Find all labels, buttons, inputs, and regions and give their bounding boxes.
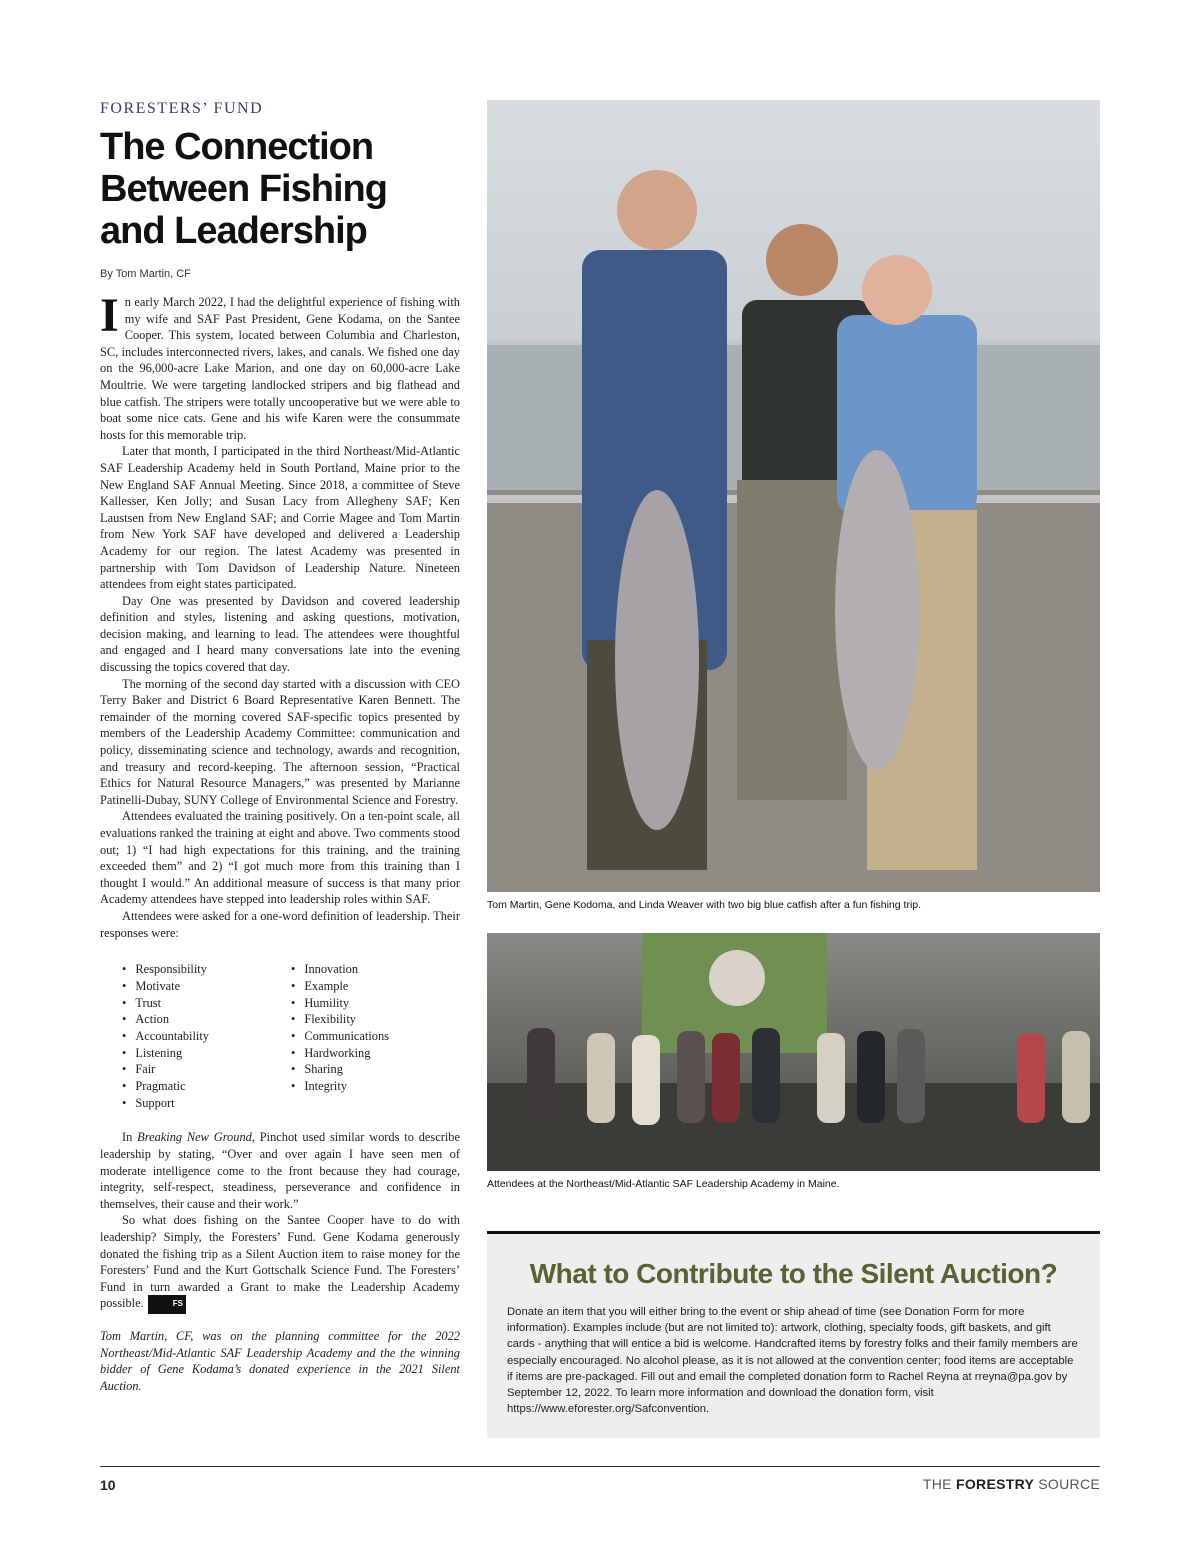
list-item: • Integrity: [291, 1078, 460, 1095]
photo-caption-2: Attendees at the Northeast/Mid-Atlantic SAF Leadership Academy in Maine.: [487, 1178, 840, 1190]
list-item: • Hardworking: [291, 1045, 460, 1062]
fishing-photo-illustration: [487, 100, 1100, 892]
article-body: [100, 289, 460, 941]
group-photo-illustration: [487, 933, 1100, 1171]
photo-caption-1: Tom Martin, Gene Kodoma, and Linda Weaver with two big blue catfish after a fun fishing trip.: [487, 899, 922, 911]
magazine-name: THE FORESTRY SOURCE: [922, 1476, 1100, 1492]
section-kicker: FORESTERS’ FUND: [100, 100, 264, 117]
list-item: • Humility: [291, 995, 460, 1012]
article-body-continued: [100, 1129, 460, 1314]
word-list-left: [122, 961, 291, 1111]
list-item: • Fair: [122, 1061, 291, 1078]
paragraph-3: Day One was presented by Davidson and covered leadership definition and styles, listening and asking questions, motivation, decision making, and learning to lead. The attendees were thoughtful and engaged and I heard many conversations late into the evening discussing the topics covered that day.: [100, 593, 460, 675]
list-item: • Responsibility: [122, 961, 291, 978]
list-item: • Communications: [291, 1028, 460, 1045]
list-item: • Example: [291, 978, 460, 995]
author-note: Tom Martin, CF, was on the planning committee for the 2022 Northeast/Mid-Atlantic SAF Leadership Academy and the the winning bidder of Gene Kodama’s donated experience in the 2021 Silent Auction.: [100, 1329, 460, 1393]
page-number: 10: [100, 1477, 116, 1493]
end-mark-badge: FS: [148, 1295, 186, 1314]
fishing-photo: [487, 100, 1100, 892]
byline: By Tom Martin, CF: [100, 268, 191, 280]
list-item: • Innovation: [291, 961, 460, 978]
list-item: • Pragmatic: [122, 1078, 291, 1095]
list-item: • Motivate: [122, 978, 291, 995]
leadership-word-lists: [122, 961, 460, 1111]
book-title: Breaking New Ground: [137, 1130, 252, 1145]
list-item: • Sharing: [291, 1061, 460, 1078]
silent-auction-box: [487, 1231, 1100, 1438]
paragraph-8: So what does fishing on the Santee Cooper have to do with leadership? Simply, the Foresters’ Fund. Gene Kodama generously donated the fishing trip as a Silent Auction item to raise money for the Foresters’ Fund and the Kurt Gottschalk Science Fund. The Foresters’ Fund in turn awarded a Grant to make the Leadership Academy possible. FS: [100, 1212, 460, 1314]
paragraph-7: In Breaking New Ground, Pinchot used similar words to describe leadership by stating, “Over and over again I have seen men of moderate intelligence come to the front because they had courage, integrity, self-respect, steadiness, perseverance and confidence in themselves, their cause and their work.”: [100, 1130, 460, 1211]
list-item: • Accountability: [122, 1028, 291, 1045]
academy-group-photo: [487, 933, 1100, 1171]
article-title: The Connection Between Fishing and Leadership: [100, 126, 387, 252]
paragraph-4: The morning of the second day started with a discussion with CEO Terry Baker and District 6 Board Representative Karen Bennett. The remainder of the morning covered SAF-specific topics presented by members of the Leadership Academy Committee: communication and policy, disseminating science and technology, awards and recognition, and treasury and record-keeping. The afternoon session, “Practical Ethics for Natural Resource Managers,” was presented by Marianne Patinelli-Dubay, SUNY College of Environmental Science and Forestry.: [100, 676, 460, 807]
paragraph-2: Later that month, I participated in the third Northeast/Mid-Atlantic SAF Leadership Academy held in South Portland, Maine prior to the New England SAF Annual Meeting. Since 2018, a committee of Steve Kallesser, Ken Jolly; and Susan Lacy from Allegheny SAF; Ken Laustsen from New England SAF; and Corrie Magee and Tom Martin from New York SAF have developed and delivered a Leadership Academy for our region. The latest Academy was presented in partnership with Tom Davidson of Leadership Nature. Nineteen attendees from eight states participated.: [100, 444, 460, 592]
drop-cap: I: [100, 289, 119, 342]
list-item: • Trust: [122, 995, 291, 1012]
list-item: • Flexibility: [291, 1011, 460, 1028]
footer-divider: [100, 1466, 1100, 1467]
auction-title: What to Contribute to the Silent Auction?: [529, 1258, 1058, 1289]
list-item: • Listening: [122, 1045, 291, 1062]
list-item: • Support: [122, 1095, 291, 1112]
article-column: [100, 100, 460, 1394]
auction-text: Donate an item that you will either bring to the event or ship ahead of time (see Donation Form for more information). Examples include (but are not limited to): artwork, clothing, specialty foods, gift baskets, and gift cards - anything that will entice a bid is welcome. Handcrafted items by forestry folks and their family members are especially encouraged. No alcohol please, as it is not allowed at the convention center; food items are acceptable if items are pre-packaged. Fill out and email the completed donation form to Rachel Reyna at rreyna@pa.gov by September 12, 2022. To learn more information and download the donation form, visit https://www.eforester.org/Safconvention.: [507, 1306, 1078, 1416]
paragraph-5: Attendees evaluated the training positively. On a ten-point scale, all evaluations ranked the training at eight and above. Two comments stood out; 1) “I had high expectations for this training, and the training exceeded them” and 2) “I got much more from this training than I thought I would.” An additional measure of success is that many prior Academy attendees have stepped into leadership roles within SAF.: [100, 809, 460, 907]
paragraph-6: Attendees were asked for a one-word definition of leadership. Their responses were:: [100, 908, 460, 940]
list-item: • Action: [122, 1011, 291, 1028]
word-list-right: [291, 961, 460, 1111]
paragraph-1: In early March 2022, I had the delightful experience of fishing with my wife and SAF Past President, Gene Kodama, on the Santee Cooper. This system, located between Columbia and Charleston, SC, includes interconnected rivers, lakes, and canals. We fished one day on the 96,000-acre Lake Marion, and one day on 60,000-acre Lake Moultrie. We were targeting landlocked stripers and big flathead and blue catfish. The stripers were totally uncooperative but we were able to boat some nice cats. Gene and his wife Karen were the consummate hosts for this memorable trip.: [100, 289, 460, 442]
